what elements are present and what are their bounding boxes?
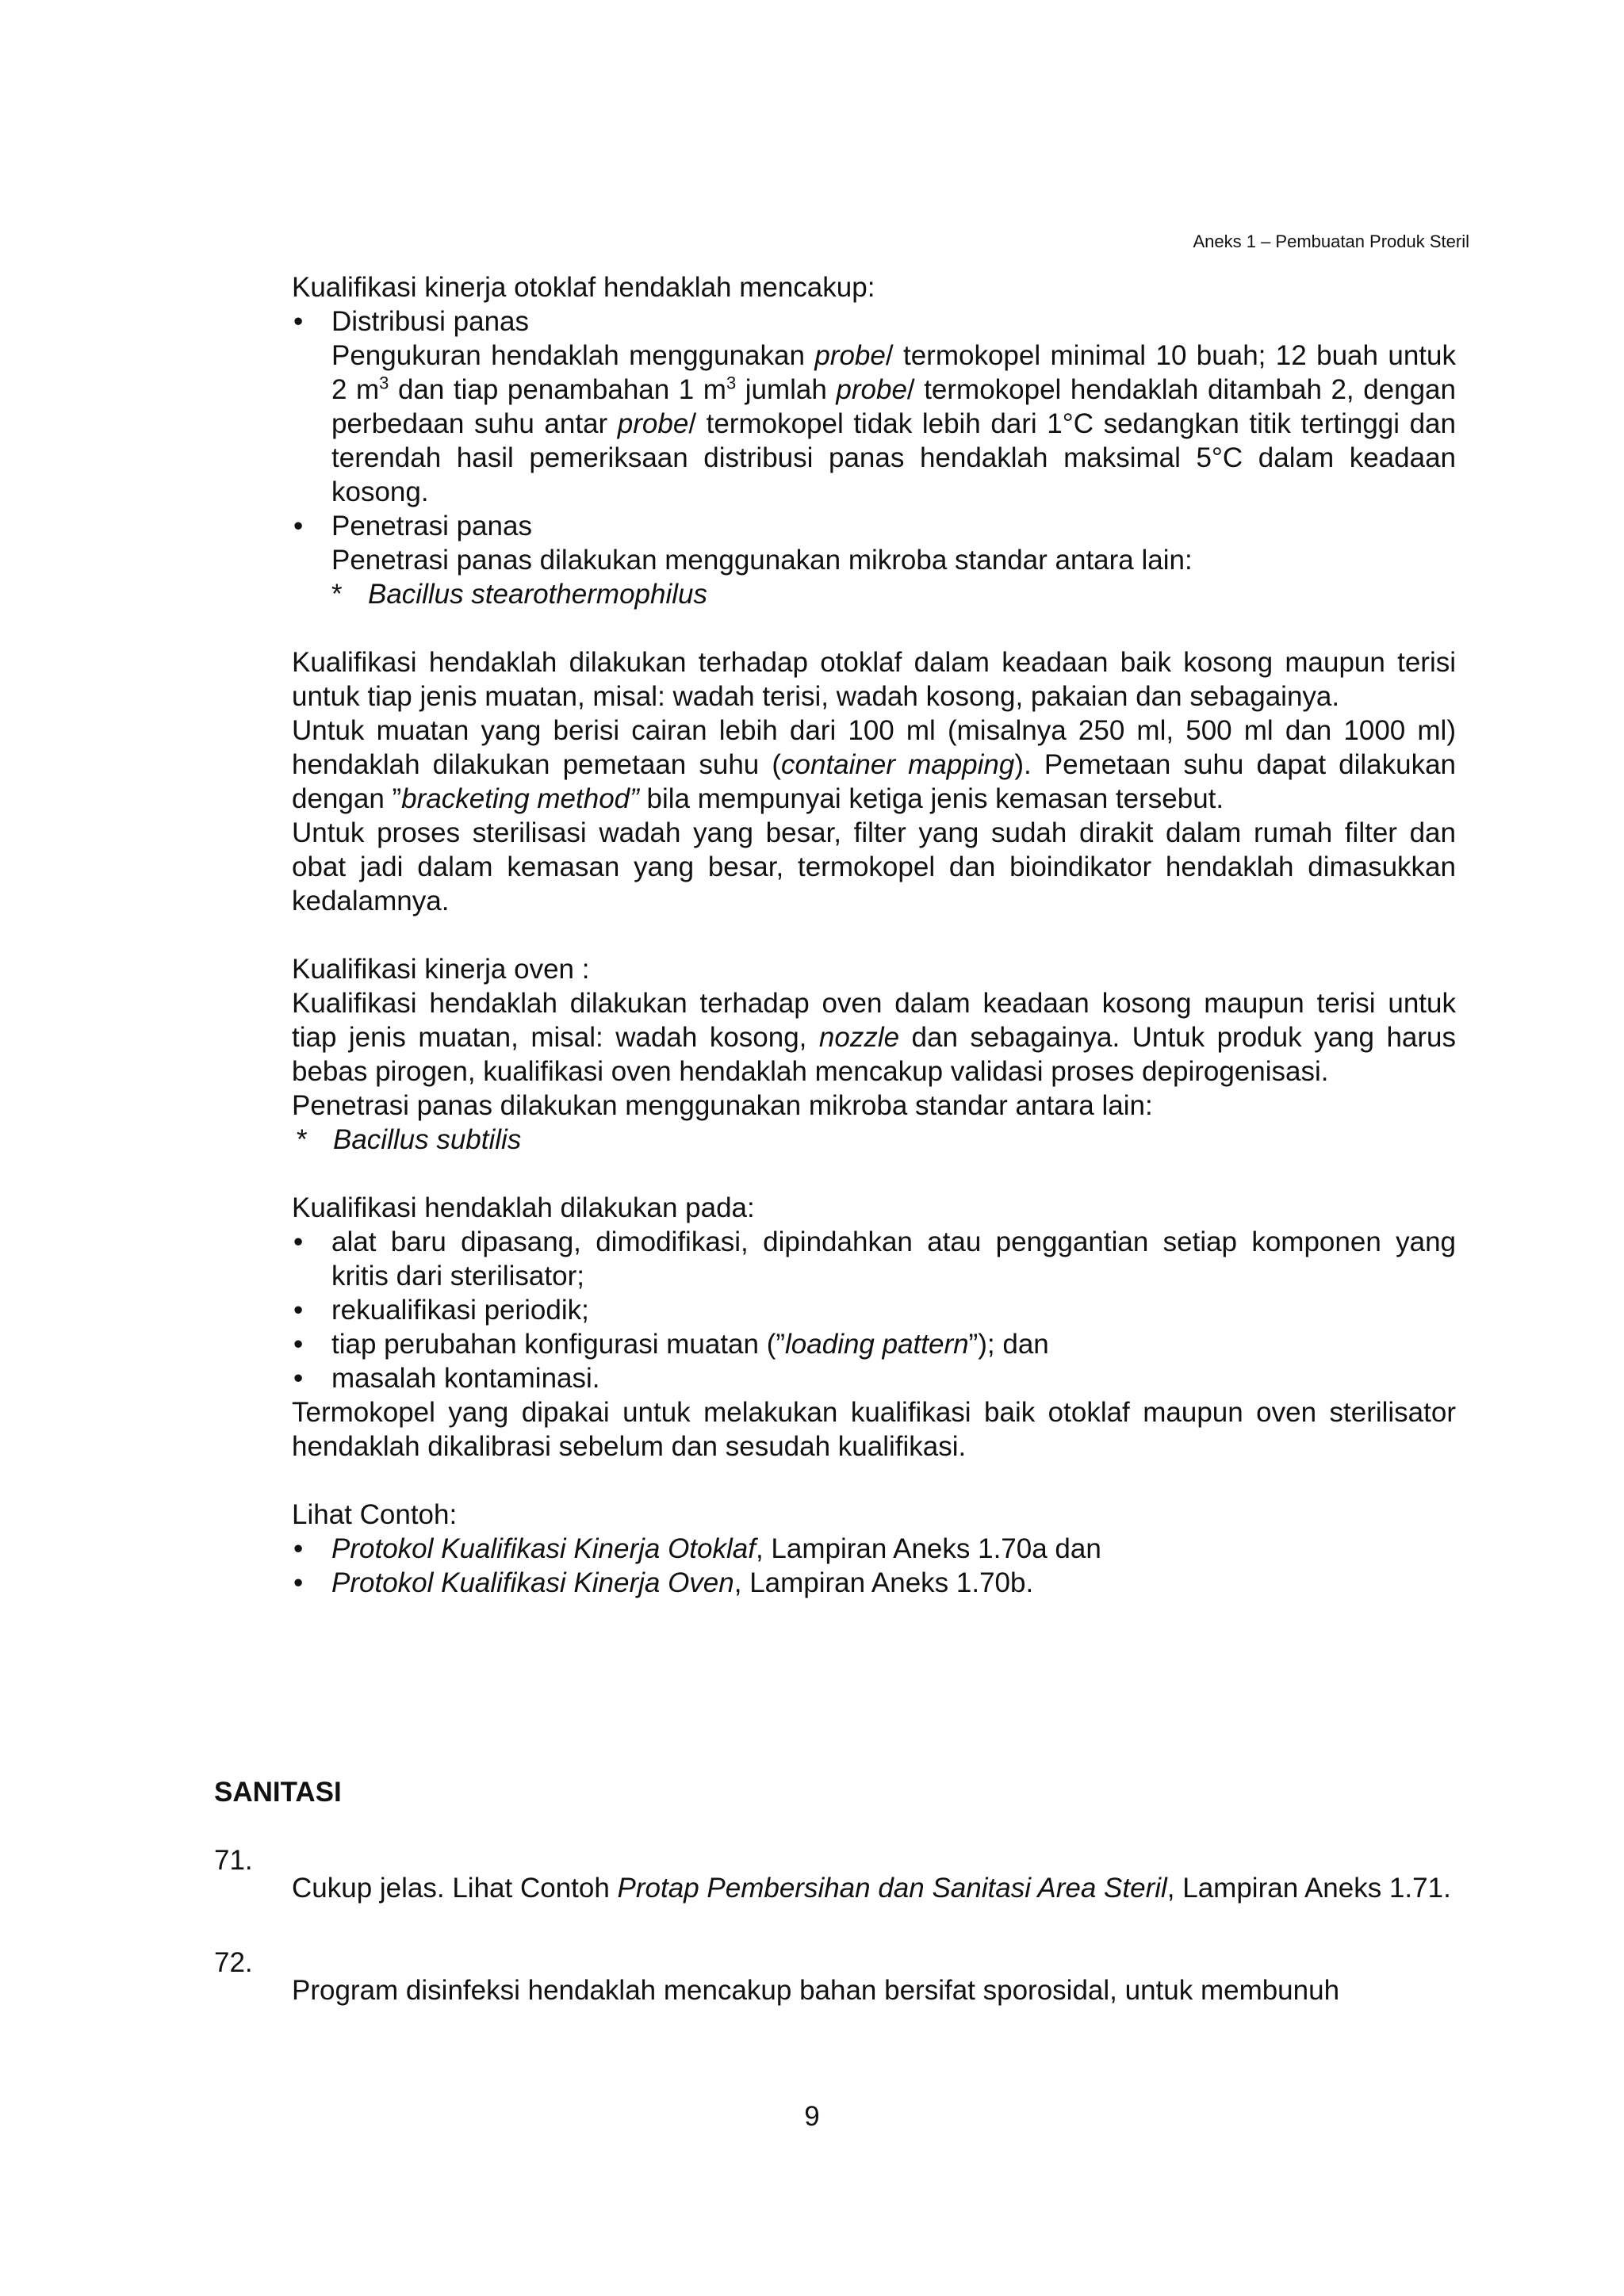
muatan-paragraph: Untuk muatan yang berisi cairan lebih dari 100 ml (misalnya 250 ml, 500 ml dan 1000 ml) hendaklah dilakukan pemetaan suhu (container mapping). Pemetaan suhu dapat dilakukan dengan ”bracketing method” bila mempunyai ketiga jenis kemasan tersebut. [292,715,1457,814]
numbered-item-71 [214,1843,1456,1933]
list-item: • masalah kontaminasi. [293,1363,600,1394]
bullet-icon: • [293,306,304,337]
termokopel-paragraph: Termokopel yang dipakai untuk melakukan kualifikasi baik otoklaf maupun oven sterilisator hendaklah dikalibrasi sebelum dan sesudah kualifikasi. [292,1397,1456,1462]
bullet-icon: • [293,1533,304,1564]
item-number: 72. [214,1947,253,1978]
item-text: Cukup jelas. Lihat Contoh Protap Pembersihan dan Sanitasi Area Steril, Lampiran Aneks 1.71. [292,1873,1451,1904]
distribusi-title: Distribusi panas [331,306,529,337]
page-number: 9 [804,2101,820,2132]
dilakukan-pada-title: Kualifikasi hendaklah dilakukan pada: [292,1192,755,1223]
bullet-penetrasi-panas [292,509,1456,577]
item-number: 71. [214,1845,253,1876]
oven-penetrasi: Penetrasi panas dilakukan menggunakan mikroba standar antara lain: [292,1090,1153,1121]
penetrasi-title: Penetrasi panas [331,511,532,541]
wadah-besar-paragraph: Untuk proses sterilisasi wadah yang besar, filter yang sudah dirakit dalam rumah filter dan obat jadi dalam kemasan yang besar, termokopel dan bioindikator hendaklah dimasukkan kedalamnya. [292,817,1456,916]
main-body [292,270,1456,1600]
item-text: Program disinfeksi hendaklah mencakup bahan bersifat sporosidal, untuk membunuh [292,1975,1340,2006]
contoh-title: Lihat Contoh: [292,1499,458,1530]
running-header: Aneks 1 – Pembuatan Produk Steril [1193,232,1469,251]
bullet-distribusi-panas [292,304,1456,509]
distribusi-text: Pengukuran hendaklah menggunakan probe/ termokopel minimal 10 buah; 12 buah untuk 2 $m^3$ dan tiap penambahan 1 $m^3$ jumlah probe/ termokopel hendaklah ditambah 2, dengan perbedaan suhu antar probe/ termokopel tidak lebih dari 1°C sedangkan titik tertinggi dan terendah hasil pemeriksaan distribusi panas hendaklah maksimal 5°C dalam keadaan kosong. [331,340,1456,507]
oven-paragraph: Kualifikasi hendaklah dilakukan terhadap oven dalam keadaan kosong maupun terisi untuk tiap jenis muatan, misal: wadah kosong, nozzle dan sebagainya. Untuk produk yang harus bebas pirogen, kualifikasi oven hendaklah mencakup validasi proses depirogenisasi. [292,988,1456,1087]
bullet-icon: • [293,1363,304,1394]
list-item: • tiap perubahan konfigurasi muatan (”loading pattern”); dan [293,1329,1049,1360]
kualifikasi-otoklaf-paragraph: Kualifikasi hendaklah dilakukan terhadap otoklaf dalam keadaan baik kosong maupun terisi untuk tiap jenis muatan, misal: wadah terisi, wadah kosong, pakaian dan sebagainya. [292,647,1456,712]
list-item: • alat baru dipasang, dimodifikasi, dipindahkan atau penggantian setiap komponen yang kritis dari sterilisator; [293,1226,1456,1292]
list-item: • Protokol Kualifikasi Kinerja Oven, Lampiran Aneks 1.70b. [293,1567,1034,1598]
numbered-item-72 [214,1946,1456,2035]
bullet-icon: • [293,511,304,541]
bullet-icon: • [293,1567,304,1598]
oven-title: Kualifikasi kinerja oven : [292,954,590,985]
kinerja-otoklaf-intro: Kualifikasi kinerja otoklaf hendaklah mencakup: [292,272,875,303]
bullet-icon: • [293,1329,304,1360]
penetrasi-text: Penetrasi panas dilakukan menggunakan mikroba standar antara lain: [331,545,1193,576]
bullet-icon: • [293,1295,304,1326]
oven-microbe: * Bacillus subtilis [297,1124,522,1155]
list-item: • rekualifikasi periodik; [293,1295,589,1326]
list-item: • Protokol Kualifikasi Kinerja Otoklaf, Lampiran Aneks 1.70a dan [293,1533,1101,1564]
bullet-icon: • [293,1226,304,1257]
penetrasi-microbe: * Bacillus stearothermophilus [331,579,707,610]
section-heading-sanitasi: SANITASI [214,1777,342,1808]
